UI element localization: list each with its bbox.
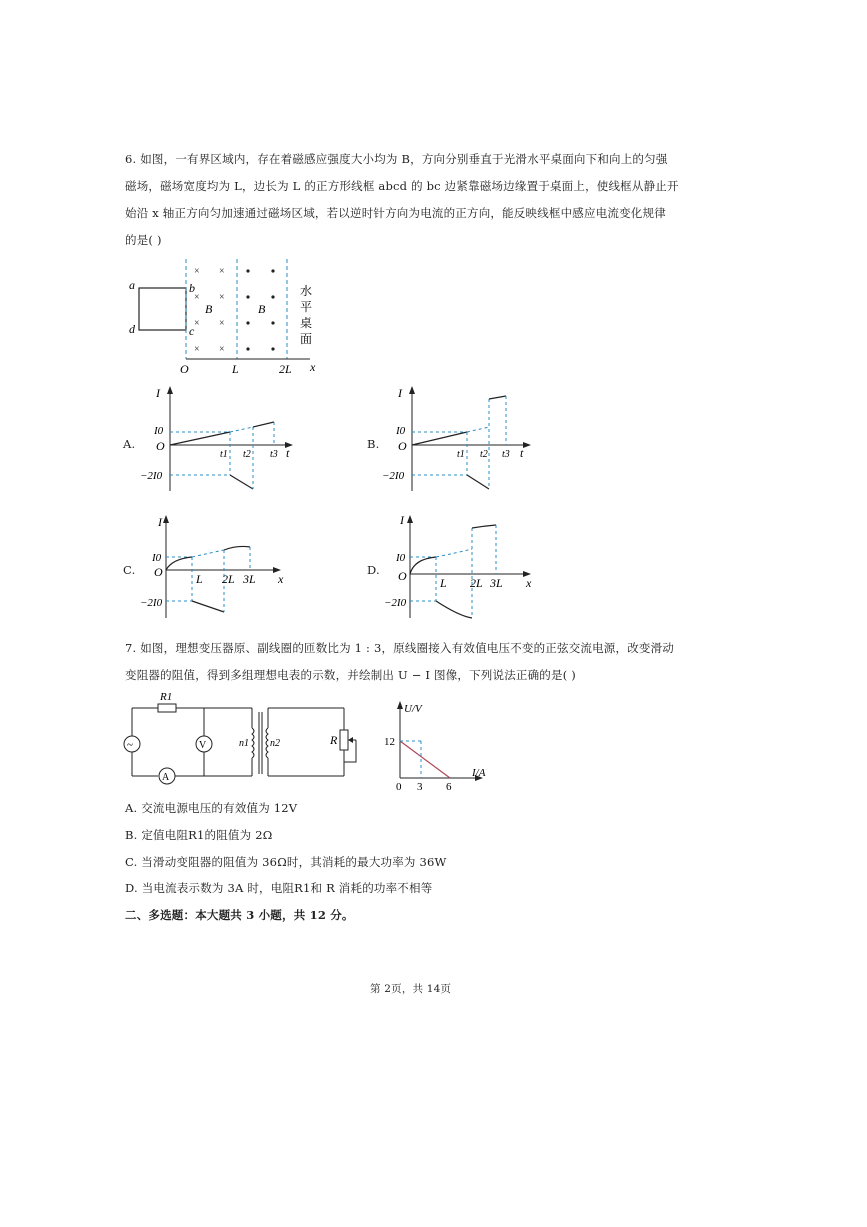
i0-label: I0: [396, 552, 406, 564]
svg-text:×: ×: [194, 266, 200, 277]
origin: O: [398, 439, 407, 453]
curve-segment-2: [230, 475, 253, 489]
i0-label: I0: [154, 425, 164, 437]
n1-label: n1: [239, 738, 249, 749]
curve-segment-3: [253, 422, 274, 427]
option-a-letter[interactable]: A.: [123, 437, 136, 451]
svg-text:×: ×: [194, 292, 200, 303]
corner-c: c: [189, 324, 195, 338]
q6-line-2: 磁场，磁场宽度均为 L，边长为 L 的正方形线框 abcd 的 bc 边紧靠磁场边缘置于桌面上，使线框从静止开: [125, 179, 679, 193]
resistor-r1: [158, 704, 176, 712]
ac-source-symbol: ~: [127, 739, 133, 751]
option-c-graph: [140, 512, 300, 622]
ammeter-label: A: [162, 772, 170, 783]
secondary-coil: [266, 728, 268, 758]
tick-t2: t2: [243, 449, 251, 460]
voltmeter-label: V: [199, 740, 207, 751]
ui-x6: 6: [446, 781, 452, 792]
xaxis: t: [286, 446, 290, 460]
curve-segment-1: [170, 432, 230, 445]
L-label: L: [232, 362, 239, 376]
ylabel: I: [400, 513, 404, 527]
ui-line: [400, 741, 450, 778]
section-heading: 二、多选题：本大题共 3 小题，共 12 分。: [125, 908, 354, 922]
origin: O: [398, 569, 407, 583]
xaxis: x: [278, 572, 284, 586]
q6-line-3: 始沿 x 轴正方向匀加速通过磁场区域，若以逆时针方向为电流的正方向，能反映线框中感应电流变化规律: [125, 206, 666, 220]
option-d-graph: [384, 512, 544, 622]
r1-label: R1: [160, 691, 173, 703]
ui-xlabel: I/A: [472, 767, 486, 779]
field-label-2: B: [258, 302, 266, 316]
q7-choice-d[interactable]: D. 当电流表示数为 3A 时，电阻R1和 R 消耗的功率不相等: [125, 881, 433, 895]
2L-label: 2L: [279, 362, 292, 376]
ylabel: I: [158, 515, 162, 529]
curve-segment-2: [192, 601, 224, 612]
tick-t1: t1: [457, 449, 465, 460]
option-b-letter[interactable]: B.: [367, 437, 380, 451]
ui-y12: 12: [384, 736, 395, 748]
x-label: x: [310, 360, 316, 374]
ui-ylabel: U/V: [404, 703, 422, 715]
origin: O: [154, 565, 163, 579]
side-label-1: 水: [300, 284, 313, 298]
tick-t2: t2: [480, 449, 488, 460]
square-loop: [139, 288, 186, 330]
curve-segment-2: [467, 475, 489, 489]
tick-2L: 2L: [222, 572, 235, 586]
neg-label: −2I0: [384, 597, 407, 609]
curve-segment-2: [436, 601, 472, 618]
svg-text:×: ×: [194, 318, 200, 329]
curve-segment-3: [224, 546, 250, 550]
curve-segment-1: [410, 557, 436, 574]
option-a-graph: [140, 383, 300, 495]
q6-field-figure: [120, 255, 330, 377]
ui-x0: 0: [396, 781, 402, 792]
tick-t3: t3: [270, 449, 278, 460]
q7-choice-a[interactable]: A. 交流电源电压的有效值为 12V: [125, 801, 298, 815]
neg-label: −2I0: [140, 470, 163, 482]
field-label-1: B: [205, 302, 213, 316]
side-label-4: 面: [300, 332, 313, 346]
q7-ui-graph: [378, 696, 498, 792]
svg-text:×: ×: [219, 292, 225, 303]
svg-text:×: ×: [219, 266, 225, 277]
q7-line-2: 变阻器的阻值，得到多组理想电表的示数，并绘制出 U − I 图像，下列说法正确的是( ): [125, 668, 576, 682]
i0-label: I0: [396, 425, 406, 437]
ui-x3: 3: [417, 781, 423, 792]
q6-line-4: 的是( ): [125, 233, 162, 247]
option-b-graph: [382, 383, 542, 495]
corner-b: b: [189, 281, 195, 295]
xaxis: x: [526, 576, 532, 590]
tick-L: L: [196, 572, 203, 586]
neg-label: −2I0: [140, 597, 163, 609]
origin-label: O: [180, 362, 189, 376]
svg-text:×: ×: [219, 318, 225, 329]
tick-t3: t3: [502, 449, 510, 460]
page-footer: 第 2页，共 14页: [370, 983, 452, 995]
curve-segment-1: [412, 432, 467, 445]
ylabel: I: [398, 386, 402, 400]
xaxis: t: [520, 446, 524, 460]
tick-3L: 3L: [243, 572, 256, 586]
q7-line-1: 7. 如图，理想变压器原、副线圈的匝数比为 1 : 3，原线圈接入有效值电压不变的正弦交流电源，改变滑动: [125, 641, 674, 655]
rheostat: [340, 730, 348, 750]
svg-text:×: ×: [219, 344, 225, 355]
origin: O: [156, 439, 165, 453]
side-label-3: 桌: [300, 316, 313, 330]
primary-coil: [252, 728, 254, 758]
tick-3L: 3L: [490, 576, 503, 590]
neg-label: −2I0: [382, 470, 405, 482]
q7-choice-b[interactable]: B. 定值电阻R1的阻值为 2Ω: [125, 828, 273, 842]
corner-a: a: [129, 278, 135, 292]
corner-d: d: [129, 322, 135, 336]
option-c-letter[interactable]: C.: [123, 563, 136, 577]
curve-segment-1: [166, 557, 192, 570]
curve-segment-3: [472, 525, 496, 528]
q7-circuit: [118, 688, 363, 788]
r-label: R: [330, 733, 338, 747]
tick-t1: t1: [220, 449, 228, 460]
curve-segment-3: [489, 396, 506, 399]
side-label-2: 平: [300, 300, 313, 314]
tick-L: L: [440, 576, 447, 590]
n2-label: n2: [270, 738, 280, 749]
svg-text:×: ×: [194, 344, 200, 355]
q7-choice-c[interactable]: C. 当滑动变阻器的阻值为 36Ω时，其消耗的最大功率为 36W: [125, 855, 447, 869]
ylabel: I: [156, 386, 160, 400]
i0-label: I0: [152, 552, 162, 564]
option-d-letter[interactable]: D.: [367, 563, 380, 577]
tick-2L: 2L: [470, 576, 483, 590]
q6-line-1: 6. 如图，一有界区域内，存在着磁感应强度大小均为 B，方向分别垂直于光滑水平桌面向下和向上的匀强: [125, 152, 668, 166]
